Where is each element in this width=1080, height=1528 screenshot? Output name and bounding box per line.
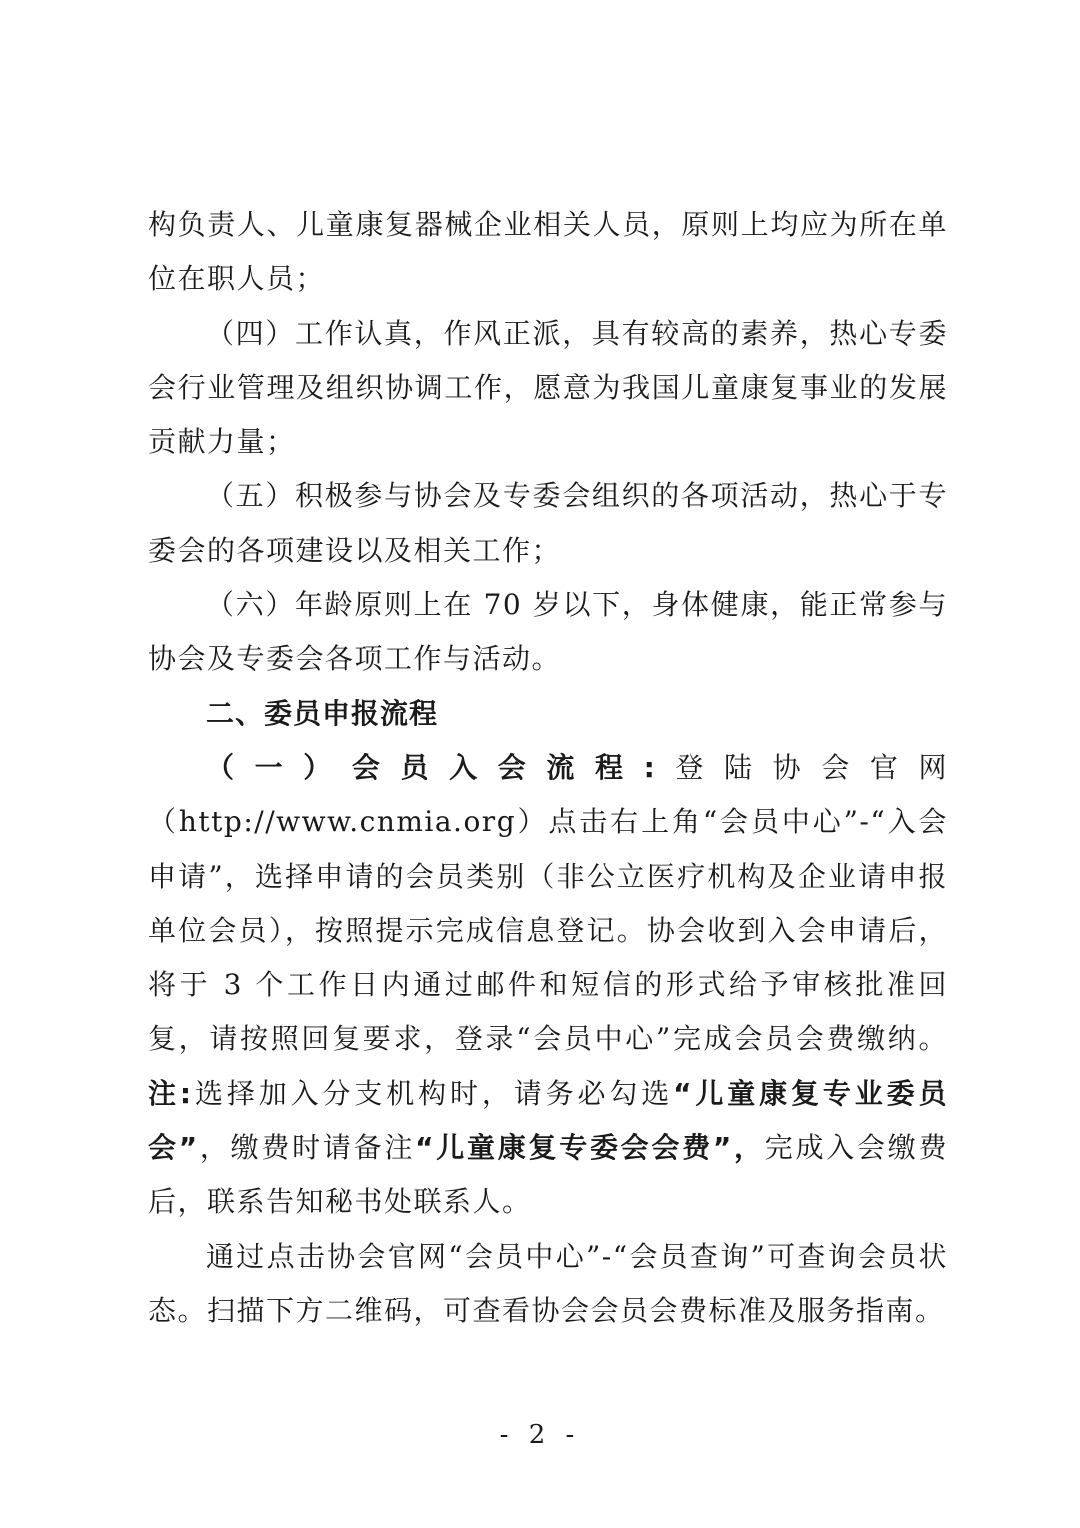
committee-name: “儿童康复专业委员会” [148, 1076, 948, 1165]
membership-text-a: 登陆协会官网（http://www.cnmia.org）点击右上角“会员中心”-“入会申请”，选择申请的会员类别（非公立医疗机构及企业请申报单位会员），按照提示完成信息登记。协会收到入会申请后，将于 3 个工作日内通过邮件和短信的形式给予审核批准回复，请按照回复要求，登录“会员中心”完成会员会费缴纳。 [148, 750, 948, 1056]
paragraph-item-6: （六）年龄原则上在 70 岁以下，身体健康，能正常参与协会及专委会各项工作与活动。 [148, 588, 948, 676]
paragraph-member-query: 通过点击协会官网“会员中心”-“会员查询”可查询会员状态。扫描下方二维码，可查看协会会员会费标准及服务指南。 [148, 1239, 948, 1327]
page-number: - 2 - [499, 1420, 581, 1450]
membership-text-c: ，缴费时请备注 [198, 1131, 416, 1165]
membership-text-d: 完成入会缴费后，联系告知秘书处联系人。 [148, 1131, 948, 1219]
fee-remark: “儿童康复专委会会费”， [415, 1131, 765, 1165]
note-label: 注: [148, 1076, 193, 1110]
membership-text-b: 选择加入分支机构时，请务必勾选 [192, 1076, 674, 1110]
paragraph-item-5: （五）积极参与协会及专委会组织的各项活动，热心于专委会的各项建设以及相关工作； [148, 479, 948, 567]
paragraph-continued: 构负责人、儿童康复器械企业相关人员，原则上均应为所在单位在职人员； [148, 208, 948, 296]
document-body [148, 198, 948, 1338]
paragraph-membership-process [148, 741, 948, 1230]
membership-lead: （一）会员入会流程: [206, 750, 657, 784]
paragraph-item-4: （四）工作认真，作风正派，具有较高的素养，热心专委会行业管理及组织协调工作，愿意为我国儿童康复事业的发展贡献力量； [148, 316, 948, 459]
section-heading: 二、委员申报流程 [206, 696, 439, 730]
